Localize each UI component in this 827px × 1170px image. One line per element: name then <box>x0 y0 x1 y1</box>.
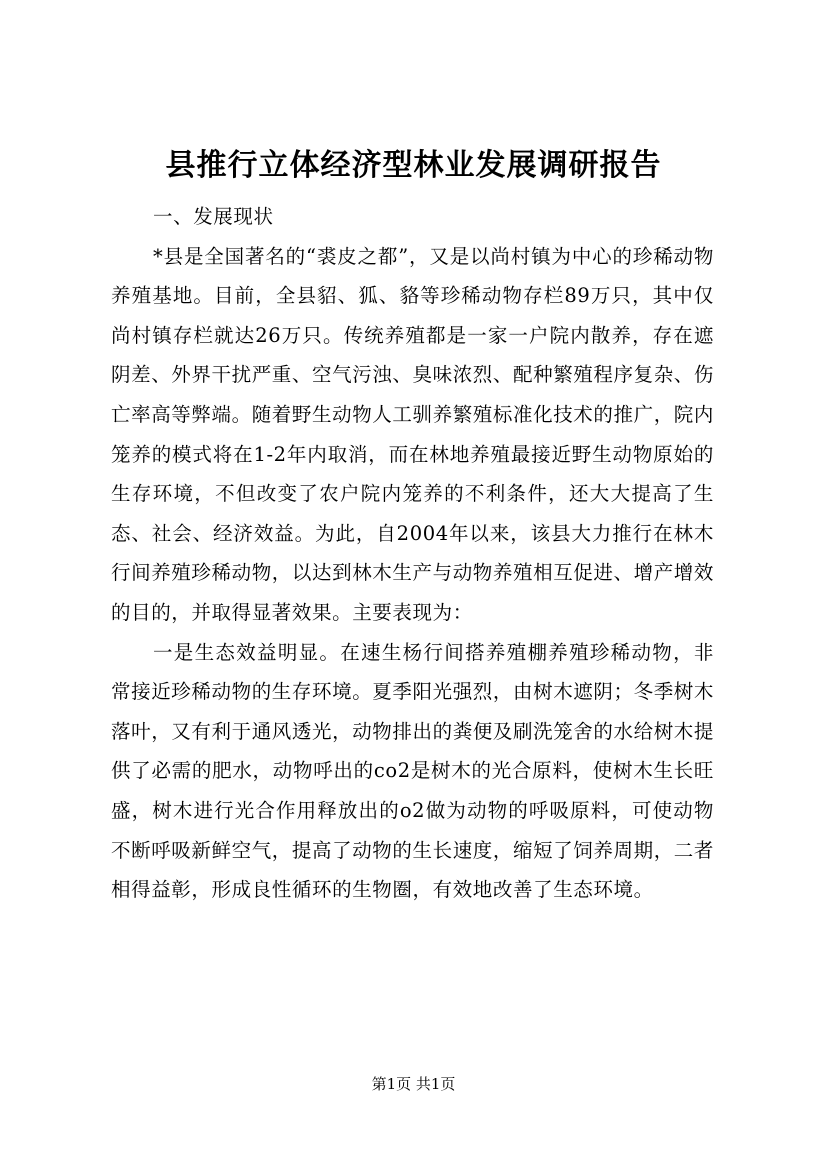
paragraph-status-overview: *县是全国著名的“裘皮之都”，又是以尚村镇为中心的珍稀动物养殖基地。目前，全县貂、狐、貉等珍稀动物存栏89万只，其中仅尚村镇存栏就达26万只。传统养殖都是一家一户院内散养，存在遮阴差、外界干扰严重、空气污浊、臭味浓烈、配种繁殖程序复杂、伤亡率高等弊端。随着野生动物人工驯养繁殖标准化技术的推广，院内笼养的模式将在1-2年内取消，而在林地养殖最接近野生动物原始的生存环境，不但改变了农户院内笼养的不利条件，还大大提高了生态、社会、经济效益。为此，自2004年以来，该县大力推行在林木行间养殖珍稀动物，以达到林木生产与动物养殖相互促进、增产增效的目的，并取得显著效果。主要表现为： <box>111 244 715 624</box>
document-title: 县推行立体经济型林业发展调研报告 <box>165 148 662 183</box>
page-number-footer: 第1页 共1页 <box>371 1075 456 1093</box>
section-heading: 一、发展现状 <box>153 205 274 228</box>
paragraph-ecological-benefit: 一是生态效益明显。在速生杨行间搭养殖棚养殖珍稀动物，非常接近珍稀动物的生存环境。夏季阳光强烈，由树木遮阴；冬季树木落叶，又有利于通风透光，动物排出的粪便及刷洗笼舍的水给树木提供了必需的肥水，动物呼出的co2是树木的光合原料，使树木生长旺盛，树木进行光合作用释放出的o2做为动物的呼吸原料，可使动物不断呼吸新鲜空气，提高了动物的生长速度，缩短了饲养周期，二者相得益彰，形成良性循环的生物圈，有效地改善了生态环境。 <box>111 640 715 902</box>
document-body <box>111 197 714 910</box>
